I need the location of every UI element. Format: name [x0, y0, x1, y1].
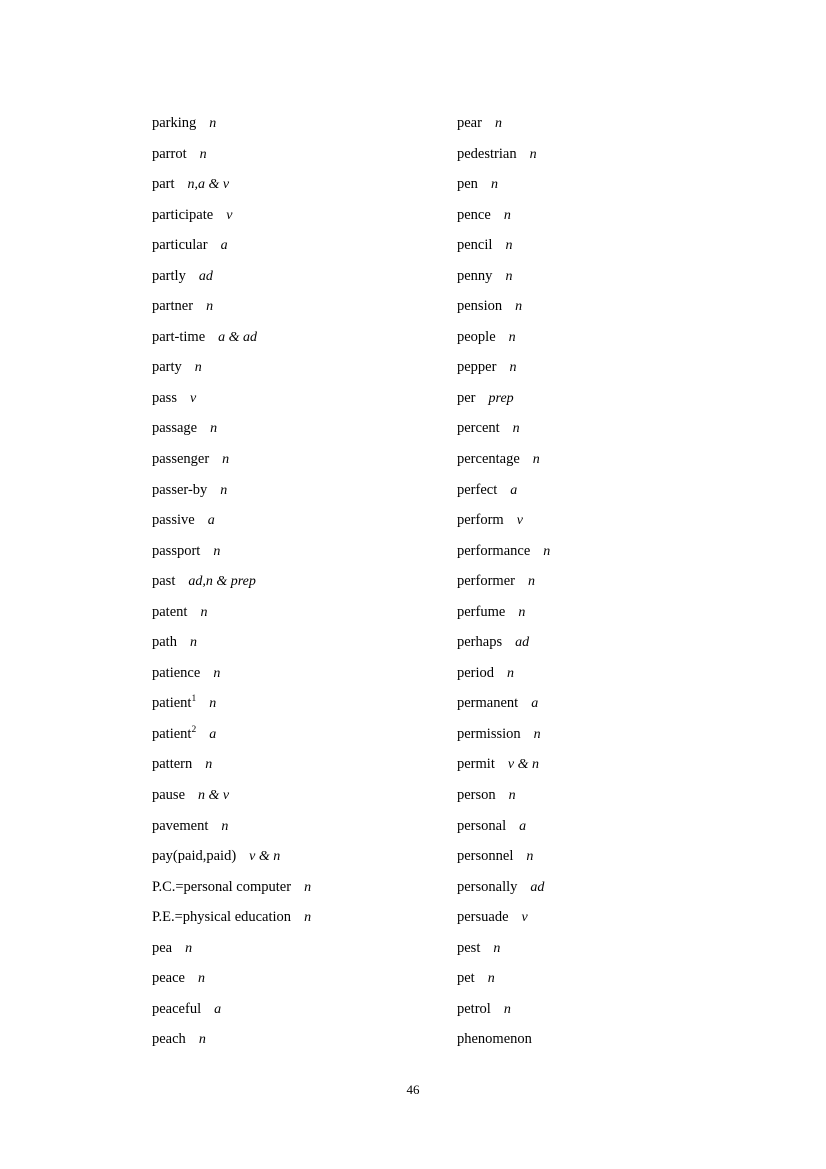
entry-part-of-speech: a & ad [218, 329, 258, 345]
dictionary-entry [152, 749, 457, 780]
entry-part-of-speech: n [194, 360, 202, 376]
entry-word: permanent [457, 695, 519, 712]
dictionary-entry [457, 749, 712, 780]
entry-word: permission [457, 725, 521, 742]
dictionary-entry [152, 505, 457, 536]
dictionary-entry [457, 413, 712, 444]
entry-word: passport [152, 542, 201, 559]
entry-word: peaceful [152, 1000, 202, 1017]
entry-word: pencil [457, 237, 493, 254]
entry-word: parrot [152, 145, 187, 162]
dictionary-entry [457, 169, 712, 200]
entry-word: party [152, 359, 182, 376]
dictionary-entry [152, 658, 457, 689]
entry-word: particular [152, 237, 208, 254]
dictionary-entry [152, 383, 457, 414]
entry-word: perform [457, 512, 504, 529]
dictionary-entry [457, 627, 712, 658]
entry-part-of-speech: n [509, 360, 517, 376]
entry-word: persuade [457, 909, 509, 926]
entry-word: permit [457, 756, 495, 773]
entry-part-of-speech: n [222, 452, 230, 468]
dictionary-entry [457, 444, 712, 475]
entry-word: peach [152, 1031, 186, 1048]
entry-word: P.C.=personal computer [152, 878, 292, 895]
entry-part-of-speech: n [507, 665, 515, 681]
entry-part-of-speech: ad [530, 879, 545, 895]
dictionary-entry [457, 719, 712, 750]
entry-part-of-speech: prep [488, 390, 514, 406]
entry-word: penny [457, 267, 493, 284]
entry-part-of-speech: n [527, 574, 535, 590]
entry-part-of-speech: n [532, 452, 540, 468]
entry-part-of-speech: n [518, 604, 526, 620]
right-column [457, 108, 712, 1055]
entry-part-of-speech: n [185, 940, 193, 956]
dictionary-entry [152, 872, 457, 903]
dictionary-entry [152, 444, 457, 475]
entry-word: pension [457, 298, 503, 315]
entry-part-of-speech: v [516, 513, 523, 529]
entry-word: percentage [457, 451, 520, 468]
dictionary-entry [152, 627, 457, 658]
dictionary-entry [152, 963, 457, 994]
entry-part-of-speech: n [487, 971, 495, 987]
entry-word: period [457, 664, 495, 681]
entry-word: path [152, 634, 177, 651]
entry-part-of-speech: a [209, 726, 217, 742]
entry-word: patent [152, 603, 188, 620]
dictionary-entry [457, 841, 712, 872]
entry-word: pause [152, 787, 186, 804]
entry-part-of-speech: v & n [249, 849, 281, 865]
dictionary-entry [152, 261, 457, 292]
dictionary-entry [152, 200, 457, 231]
entry-part-of-speech: v & n [507, 757, 539, 773]
dictionary-entry [457, 230, 712, 261]
word-list-columns [152, 108, 712, 1055]
entry-word: perfume [457, 603, 506, 620]
entry-part-of-speech: n [508, 329, 516, 345]
entry-superscript: 2 [191, 725, 197, 736]
entry-part-of-speech: n,a & v [187, 177, 230, 193]
entry-word: people [457, 328, 496, 345]
entry-part-of-speech: v [189, 390, 197, 406]
entry-part-of-speech: n [304, 910, 312, 926]
entry-word: part [152, 176, 175, 193]
entry-word: pear [457, 115, 482, 131]
entry-superscript: 1 [191, 694, 197, 705]
entry-word: passive [152, 512, 195, 529]
dictionary-entry [152, 933, 457, 964]
entry-word: perhaps [457, 634, 503, 651]
dictionary-entry [457, 688, 712, 719]
entry-part-of-speech: n [205, 757, 213, 773]
entry-part-of-speech: a [220, 238, 228, 254]
entry-word: pea [152, 939, 173, 956]
dictionary-entry [152, 413, 457, 444]
entry-part-of-speech: n [505, 238, 513, 254]
dictionary-entry [152, 352, 457, 383]
entry-word: parking [152, 115, 197, 131]
entry-part-of-speech: a [531, 696, 539, 712]
entry-part-of-speech: ad [515, 635, 530, 651]
entry-word: pepper [457, 359, 497, 376]
dictionary-entry [152, 169, 457, 200]
dictionary-entry [457, 322, 712, 353]
entry-word: pence [457, 206, 491, 223]
entry-part-of-speech: a [519, 818, 527, 834]
entry-part-of-speech: n [304, 879, 312, 895]
entry-word: pest [457, 939, 481, 956]
entry-part-of-speech: n [505, 268, 513, 284]
entry-word: person [457, 787, 496, 804]
page-number: 46 [406, 1082, 420, 1097]
entry-word: partner [152, 298, 194, 315]
dictionary-entry [457, 994, 712, 1025]
dictionary-entry [152, 475, 457, 506]
dictionary-entry [152, 597, 457, 628]
entry-word: passage [152, 420, 198, 437]
entry-part-of-speech: ad,n & prep [188, 574, 256, 590]
entry-part-of-speech: n [503, 1001, 511, 1017]
entry-word: pet [457, 970, 475, 987]
entry-word: past [152, 573, 176, 590]
entry-word: patience [152, 664, 201, 681]
entry-word: pedestrian [457, 145, 517, 162]
dictionary-entry [152, 230, 457, 261]
entry-word: personal [457, 817, 507, 834]
entry-part-of-speech: n [209, 116, 217, 131]
dictionary-entry [152, 841, 457, 872]
left-column [152, 108, 457, 1055]
entry-part-of-speech: a [510, 482, 518, 498]
dictionary-entry [457, 291, 712, 322]
entry-word: petrol [457, 1000, 491, 1017]
dictionary-entry [457, 963, 712, 994]
entry-word: patient [152, 695, 192, 712]
entry-word: part-time [152, 328, 206, 345]
entry-part-of-speech: a [214, 1001, 222, 1017]
entry-part-of-speech: n [198, 1032, 206, 1048]
entry-word: perfect [457, 481, 498, 498]
entry-word: passenger [152, 451, 210, 468]
entry-word: partly [152, 267, 186, 284]
entry-part-of-speech: ad [198, 268, 213, 284]
entry-part-of-speech: n [526, 849, 534, 865]
dictionary-entry [152, 322, 457, 353]
entry-part-of-speech: n [512, 421, 520, 437]
entry-part-of-speech: n & v [198, 788, 230, 804]
dictionary-entry [152, 719, 457, 750]
entry-word: personally [457, 878, 518, 895]
dictionary-entry [152, 688, 457, 719]
dictionary-entry [457, 383, 712, 414]
entry-word: personnel [457, 848, 514, 865]
dictionary-entry [152, 994, 457, 1025]
dictionary-entry [457, 139, 712, 170]
entry-part-of-speech: n [213, 543, 221, 559]
dictionary-entry [457, 261, 712, 292]
dictionary-entry [152, 1024, 457, 1055]
entry-part-of-speech: n [199, 146, 207, 162]
entry-part-of-speech: n [503, 207, 511, 223]
entry-part-of-speech: n [210, 421, 218, 437]
dictionary-entry [152, 108, 457, 139]
entry-word: phenomenon [457, 1031, 532, 1048]
dictionary-entry [152, 780, 457, 811]
entry-part-of-speech: a [207, 513, 215, 529]
dictionary-entry [152, 902, 457, 933]
entry-part-of-speech: n [221, 818, 229, 834]
dictionary-entry [457, 352, 712, 383]
entry-part-of-speech: n [508, 788, 516, 804]
entry-part-of-speech: n [220, 482, 228, 498]
entry-part-of-speech: n [198, 971, 205, 987]
dictionary-entry [457, 597, 712, 628]
entry-word: pavement [152, 817, 209, 834]
dictionary-entry [457, 780, 712, 811]
entry-part-of-speech: n [494, 116, 502, 131]
entry-part-of-speech: n [493, 940, 501, 956]
entry-part-of-speech: n [543, 543, 551, 559]
dictionary-entry [457, 475, 712, 506]
dictionary-entry [457, 872, 712, 903]
entry-part-of-speech: n [533, 726, 541, 742]
dictionary-entry [457, 1024, 712, 1055]
entry-word: peace [152, 970, 185, 987]
entry-word: percent [457, 420, 500, 437]
dictionary-entry [152, 811, 457, 842]
entry-part-of-speech: n [490, 177, 498, 193]
entry-part-of-speech: v [521, 910, 528, 926]
entry-part-of-speech: v [226, 207, 233, 223]
dictionary-entry [457, 108, 712, 139]
dictionary-entry [457, 200, 712, 231]
entry-part-of-speech: n [189, 635, 197, 651]
dictionary-entry [457, 505, 712, 536]
entry-word: performance [457, 542, 531, 559]
entry-word: pen [457, 176, 478, 193]
dictionary-entry [457, 933, 712, 964]
dictionary-entry [152, 536, 457, 567]
entry-word: pay(paid,paid) [152, 848, 237, 865]
dictionary-entry [152, 139, 457, 170]
entry-word: P.E.=physical education [152, 909, 292, 926]
entry-part-of-speech: n [515, 299, 523, 315]
entry-word: per [457, 389, 476, 406]
entry-word: passer-by [152, 481, 208, 498]
dictionary-entry [457, 902, 712, 933]
dictionary-entry [152, 566, 457, 597]
entry-part-of-speech: n [200, 604, 208, 620]
entry-part-of-speech: n [206, 299, 214, 315]
entry-part-of-speech: n [209, 696, 217, 712]
entry-word: pass [152, 389, 177, 406]
dictionary-entry [457, 536, 712, 567]
entry-word: performer [457, 573, 515, 590]
dictionary-entry [457, 658, 712, 689]
entry-part-of-speech: n [529, 146, 537, 162]
entry-word: pattern [152, 756, 193, 773]
entry-word: participate [152, 206, 214, 223]
dictionary-entry [457, 566, 712, 597]
dictionary-entry [152, 291, 457, 322]
dictionary-entry [457, 811, 712, 842]
entry-word: patient [152, 725, 192, 742]
entry-part-of-speech: n [213, 665, 221, 681]
